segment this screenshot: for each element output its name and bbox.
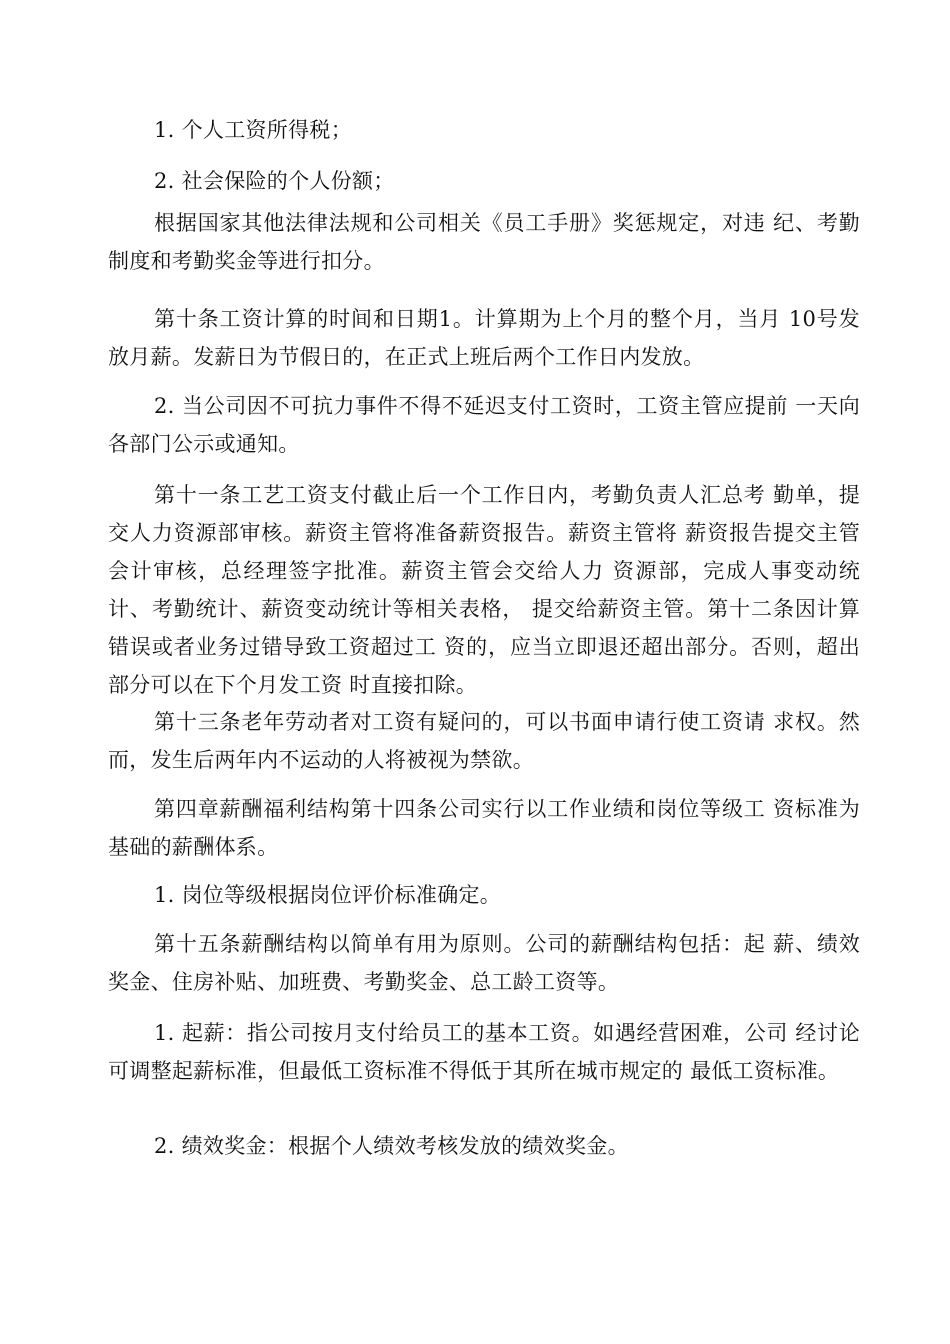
paragraph-8: 第四章薪酬福利结构第十四条公司实行以工作业绩和岗位等级工 资标准为基础的薪酬体系。 xyxy=(108,797,860,859)
paragraph-10: 第十五条薪酬结构以简单有用为原则。公司的薪酬结构包括：起 薪、绩效奖金、住房补贴、加班费、考勤奖金、总工龄工资等。 xyxy=(108,932,860,994)
paragraph-4: 第十条工资计算的时间和日期1。计算期为上个月的整个月，当月 10号发放月薪。发薪日为节假日的，在正式上班后两个工作日内发放。 xyxy=(108,307,860,369)
paragraph-12: 2. 绩效奖金：根据个人绩效考核发放的绩效奖金。 xyxy=(154,1134,629,1158)
paragraph-1: 1. 个人工资所得税； xyxy=(154,118,353,142)
paragraph-5: 2. 当公司因不可抗力事件不得不延迟支付工资时，工资主管应提前 一天向各部门公示或通知。 xyxy=(108,394,860,456)
paragraph-2: 2. 社会保险的个人份额； xyxy=(154,169,395,193)
paragraph-9: 1. 岗位等级根据岗位评价标准确定。 xyxy=(154,883,502,907)
paragraph-11: 1. 起薪：指公司按月支付给员工的基本工资。如遇经营困难，公司 经讨论可调整起薪标准，但最低工资标准不得低于其所在城市规定的 最低工资标准。 xyxy=(108,1021,860,1083)
paragraph-7: 第十三条老年劳动者对工资有疑问的，可以书面申请行使工资请 求权。然而，发生后两年内不运动的人将被视为禁欲。 xyxy=(108,710,860,772)
paragraph-6: 第十一条工艺工资支付截止后一个工作日内，考勤负责人汇总考 勤单，提交人力资源部审核。薪资主管将准备薪资报告。薪资主管将 薪资报告提交主管会计审核，总经理签字批准。薪资主管会交给人力 资源部，完成人事变动统计、考勤统计、薪资变动统计等相关表格， 提交给薪资主管。第十二条因计算错误或者业务过错导致工资超过工 资的，应当立即退还超出部分。否则，超出部分可以在下个月发工资 时直接扣除。 xyxy=(108,483,860,697)
paragraph-3: 根据国家其他法律法规和公司相关《员工手册》奖惩规定，对违 纪、考勤制度和考勤奖金等进行扣分。 xyxy=(108,211,860,273)
